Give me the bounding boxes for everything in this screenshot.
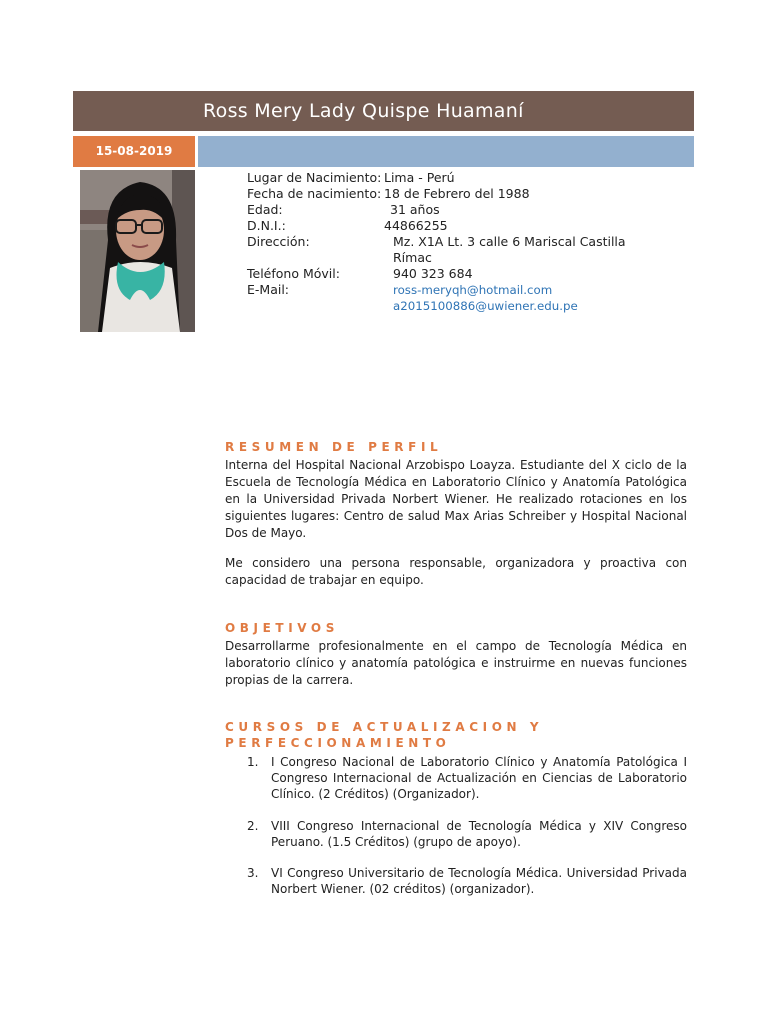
phone-label: Teléfono Móvil: (247, 266, 340, 281)
profile-paragraph-2: Me considero una persona responsable, organizadora y proactiva con capacidad de trabajar en equipo. (225, 556, 687, 587)
decorative-bar (198, 136, 694, 167)
course-number: 2. (247, 819, 259, 833)
profile-section-title: RESUMEN DE PERFIL (225, 440, 443, 454)
course-number: 1. (247, 755, 259, 769)
address-label: Dirección: (247, 234, 310, 249)
profile-photo-image (80, 170, 195, 332)
course-number: 3. (247, 866, 259, 880)
birthdate-row (247, 186, 697, 202)
dni-label: D.N.I.: (247, 218, 286, 233)
course-item (247, 754, 687, 802)
address-line1: Mz. X1A Lt. 3 calle 6 Mariscal Castilla (393, 234, 626, 249)
age-row (247, 202, 697, 218)
address-row-2 (247, 250, 697, 266)
dni-row (247, 218, 697, 234)
courses-section-title (225, 719, 543, 751)
birthdate-value: 18 de Febrero del 1988 (384, 186, 530, 201)
objectives-paragraph: Desarrollarme profesionalmente en el campo de Tecnología Médica en laboratorio clínico y anatomía patológica e instruirme en nuevas funciones propias de la carrera. (225, 639, 687, 687)
objectives-section-title: OBJETIVOS (225, 621, 339, 635)
date-badge (73, 136, 195, 167)
name-banner (73, 91, 694, 131)
course-text: VIII Congreso Internacional de Tecnología Médica y XIV Congreso Peruano. (1.5 Créditos) (grupo de apoyo). (271, 819, 687, 849)
profile-paragraph-1: Interna del Hospital Nacional Arzobispo Loayza. Estudiante del X ciclo de la Escuela de Tecnología Médica en Laboratorio Clínico y Anatomía Patológica en la Universidad Privada Norbert Wiener. He realizado rotaciones en los siguientes lugares: Centro de salud Max Arias Schreiber y Hospital Nacional Dos de Mayo. (225, 458, 687, 540)
address-line2: Rímac (393, 250, 432, 265)
course-text: I Congreso Nacional de Laboratorio Clínico y Anatomía Patológica I Congreso Internacional de Actualización en Ciencias de Laboratorio Clínico. (2 Créditos) (Organizador). (271, 755, 687, 801)
age-label: Edad: (247, 202, 283, 217)
courses-title-line2: PERFECCIONAMIENTO (225, 736, 451, 750)
address-row (247, 234, 697, 250)
email-link-2[interactable]: a2015100886@uwiener.edu.pe (393, 299, 578, 313)
email-row-2 (247, 298, 697, 314)
person-name: Ross Mery Lady Quispe Huamaní (203, 100, 524, 122)
birthplace-row (247, 170, 697, 186)
document-date: 15-08-2019 (95, 144, 173, 158)
birthplace-label: Lugar de Nacimiento: (247, 170, 382, 185)
birthdate-label: Fecha de nacimiento: (247, 186, 382, 201)
course-item (247, 865, 687, 897)
course-text: VI Congreso Universitario de Tecnología Médica. Universidad Privada Norbert Wiener. (02 créditos) (organizador). (271, 866, 687, 896)
courses-title-line1: CURSOS DE ACTUALIZACION Y (225, 720, 544, 734)
age-value: 31 años (390, 202, 440, 217)
email-label: E-Mail: (247, 282, 290, 297)
email-row (247, 282, 697, 298)
phone-value: 940 323 684 (393, 266, 473, 281)
email-link-1[interactable]: ross-meryqh@hotmail.com (393, 283, 553, 297)
phone-row (247, 266, 697, 282)
course-item (247, 818, 687, 850)
birthplace-value: Lima - Perú (384, 170, 455, 185)
dni-value: 44866255 (384, 218, 448, 233)
profile-photo (80, 170, 195, 332)
personal-info (247, 170, 697, 314)
